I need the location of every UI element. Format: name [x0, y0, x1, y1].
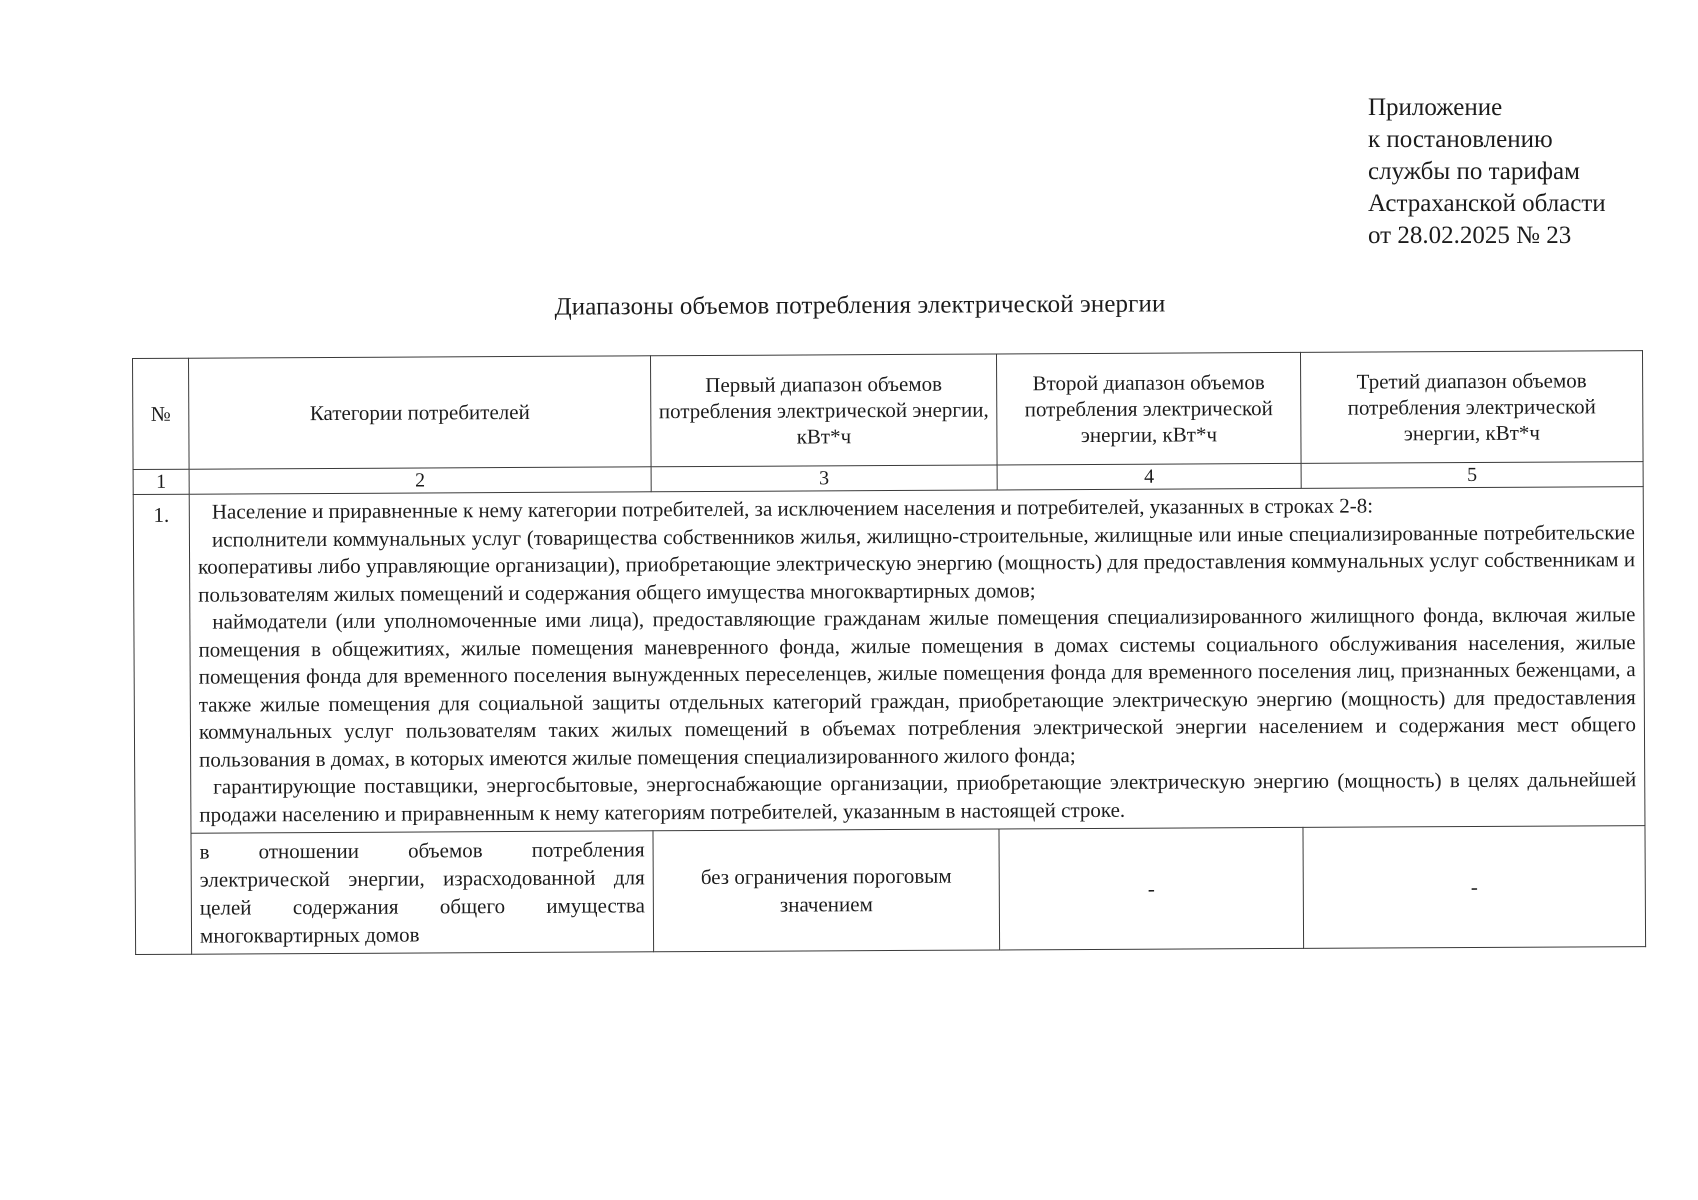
column-number: 5 [1301, 462, 1643, 489]
appendix-line: к постановлению [1368, 126, 1553, 153]
subrow-third-range: - [1303, 826, 1646, 949]
description-paragraph: наймодатели (или уполномоченные ими лица), предоставляющие гражданам жилые помещения специализированного жилищного фонда, включая жилые помещения в общежитиях, жилые помещения маневренного фонда, жилые помещения в домах системы социального обслуживания населения, жилые помещения фонда для временного поселения вынужденных переселенцев, жилые помещения фонда для временного поселения лиц, признанных беженцами, а также жилые помещения для социальной защиты отдельных категорий граждан, приобретающие электрическую энергию (мощность) для предоставления коммунальных услуг пользователям таких жилых помещений в объемах потребления электрической энергии населением и содержания мест общего пользования в домах, в которых имеются жилые помещения специализированного жилого фонда; [198, 602, 1637, 772]
header-number: № [133, 358, 190, 469]
appendix-line: от 28.02.2025 № 23 [1368, 222, 1572, 249]
subrow-first-range: без ограничения пороговым значением [653, 829, 1000, 952]
description-paragraph: гарантирующие поставщики, энергосбытовые, энергоснабжающие организации, приобретающие электрическую энергию (мощность) в целях дальнейшей продажи населению и приравненным к нему категориям потребителей, указанным в настоящей строке. [199, 767, 1637, 827]
header-first-range: Первый диапазон объемов потребления электрической энергии, кВт*ч [650, 354, 997, 467]
header-row [133, 351, 1644, 470]
description-paragraph: исполнители коммунальных услуг (товарищества собственников жилья, жилищно-строительные, жилищные или иные специализированные потребительские кооперативы либо управляющие организации), приобретающие электрическую энергию (мощность) для предоставления коммунальных услуг собственникам и пользователям жилых помещений и содержания общего имущества многоквартирных домов; [198, 519, 1636, 607]
row-number: 1. [133, 494, 191, 954]
table-row [133, 487, 1645, 834]
table-container [132, 350, 1645, 955]
subrow-category: в отношении объемов потребления электрической энергии, израсходованной для целей содержания общего имущества многоквартирных домов [191, 831, 654, 954]
column-number: 4 [997, 463, 1301, 490]
header-second-range: Второй диапазон объемов потребления электрической энергии, кВт*ч [996, 352, 1301, 465]
header-third-range: Третий диапазон объемов потребления электрической энергии, кВт*ч [1300, 351, 1643, 464]
subrow-second-range: - [999, 827, 1304, 950]
column-number: 3 [651, 465, 997, 492]
appendix-line: Приложение [1368, 94, 1503, 121]
column-number: 2 [189, 467, 651, 494]
header-category: Категории потребителей [189, 356, 652, 469]
column-number: 1 [133, 469, 189, 494]
consumption-ranges-table [132, 350, 1646, 955]
consumer-category-description [189, 487, 1645, 834]
description-paragraph: Население и приравненные к нему категории потребителей, за исключением населения и потребителей, указанных в строках 2-8: [211, 493, 1374, 524]
table-subrow [135, 826, 1646, 955]
appendix-line: службы по тарифам [1368, 158, 1580, 185]
appendix-block [1368, 92, 1606, 252]
appendix-line: Астраханской области [1368, 190, 1606, 217]
document-title: Диапазоны объемов потребления электрической энергии [554, 290, 1166, 321]
